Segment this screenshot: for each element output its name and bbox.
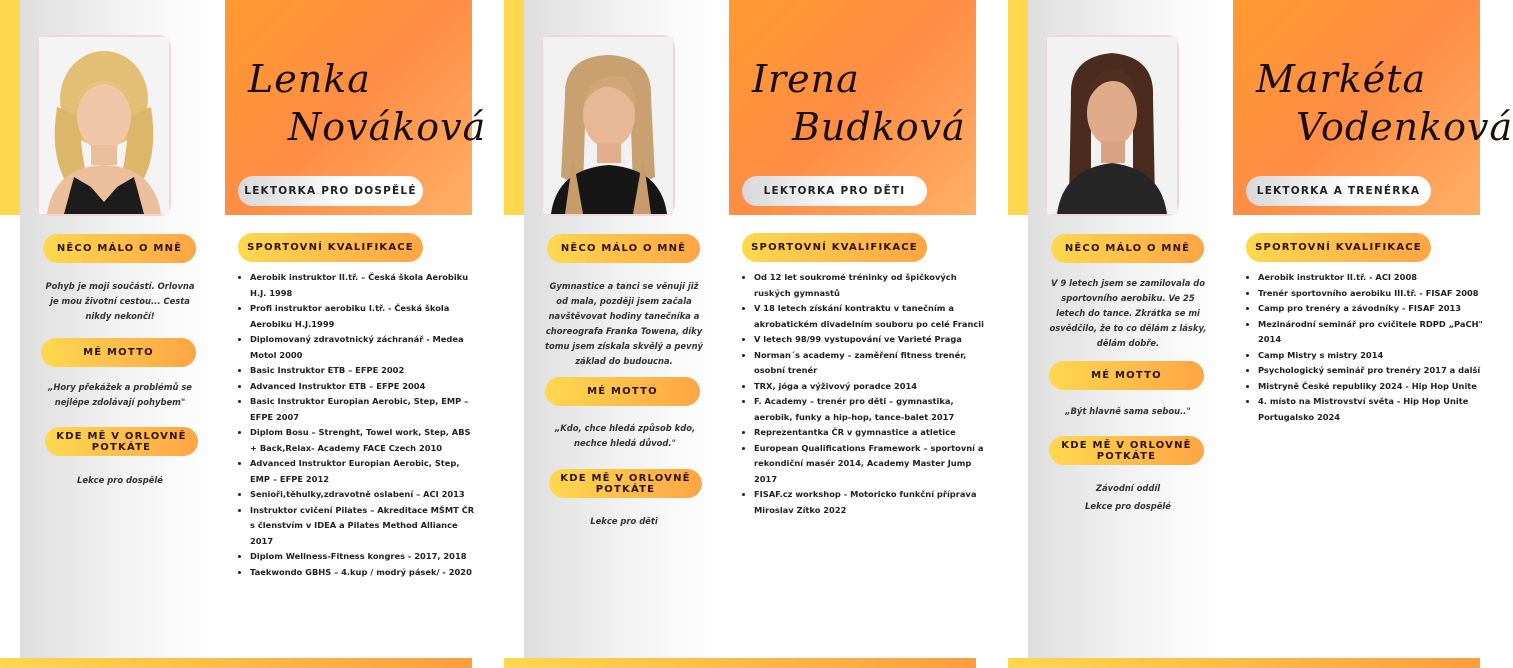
trainer-card-irena: [504, 0, 984, 668]
about-text: Gymnastice a tanci se věnuji již od mala, později jsem začala navštěvovat hodiny tanečníka a choreografa Franka Towena, díky tomu jsem získala skvělý a pevný základ do budoucna.: [545, 281, 703, 366]
qualification-item: • Mezinárodní seminář pro cvičitele RDPD „PaCH" 2014: [1258, 317, 1488, 348]
role-badge: LEKTORKA PRO DOSPĚLÉ: [238, 176, 423, 206]
qualification-heading: SPORTOVNÍ KVALIFIKACE: [742, 233, 927, 262]
qualification-item: • FISAF.cz workshop - Motoricko funkční příprava Miroslav Zítko 2022: [754, 487, 984, 518]
qualification-item: • Senioři,těhulky,zdravotně oslabení – ACI 2013: [250, 487, 480, 503]
motto-heading: MÉ MOTTO: [41, 338, 196, 367]
qualification-item: • F. Academy – trenér pro děti – gymnastika, aerobik, funky a hip-hop, tance-balet 2017: [754, 394, 984, 425]
qualification-item: • V 18 letech získání kontraktu v tanečním a akrobatickém divadelním souboru po celé Francii: [754, 301, 984, 332]
where-item: Lekce pro děti: [590, 516, 658, 526]
qualification-item: • 4. místo na Mistrovství světa - Hip Hop Unite Portugalsko 2024: [1258, 394, 1488, 425]
qualification-item: • Psychologický seminář pro trenéry 2017 a další: [1258, 363, 1488, 379]
where-item: Lekce pro dospělé: [1085, 501, 1171, 511]
qualification-heading: SPORTOVNÍ KVALIFIKACE: [1246, 233, 1431, 262]
accent-strip: [0, 0, 20, 215]
qualification-item: • TRX, jóga a výživový poradce 2014: [754, 379, 984, 395]
role-badge: LEKTORKA PRO DĚTI: [742, 176, 927, 206]
qualification-heading: SPORTOVNÍ KVALIFIKACE: [238, 233, 423, 262]
qualification-item: • Diplom Bosu – Strenght, Towel work, Step, ABS + Back,Relax- Academy FACE Czech 2010: [250, 425, 480, 456]
where-heading: KDE MĚ V ORLOVNĚ POTKÁTE: [45, 427, 198, 456]
trainer-name: Markéta Vodenková: [1256, 57, 1513, 149]
trainer-name: Irena Budková: [752, 57, 966, 149]
about-text: Pohyb je moji součástí. Orlovna je mou životní cestou... Cesta nikdy nekončí!: [45, 281, 195, 321]
about-heading: NĚCO MÁLO O MNĚ: [43, 234, 196, 263]
qualification-item: • Camp pro trenéry a závodníky - FISAF 2013: [1258, 301, 1488, 317]
trainer-card-marketa: [1008, 0, 1513, 668]
motto-heading: MÉ MOTTO: [1049, 361, 1204, 390]
where-heading: KDE MĚ V ORLOVNĚ POTKÁTE: [1049, 436, 1204, 465]
role-badge: LEKTORKA A TRENÉRKA: [1246, 176, 1431, 206]
about-text: V 9 letech jsem se zamilovala do sportovního aerobiku. Ve 25 letech do tance. Zkrátka se mi osvědčilo, že to co dělám z lásky, dělám dobře.: [1049, 278, 1207, 348]
qualification-list: [742, 270, 984, 518]
qualification-item: • Diplom Wellness-Fitness kongres - 2017, 2018: [250, 549, 480, 565]
bottom-bar: [1008, 658, 1480, 668]
where-item: Lekce pro dospělé: [77, 475, 163, 485]
qualification-item: • Instruktor cvičení Pilates – Akreditace MŠMT ČR s členstvím v IDEA a Pilates Method Alliance 2017: [250, 503, 480, 550]
qualification-item: • Aerobik instruktor II.tř. – Česká škola Aerobiku H.J. 1998: [250, 270, 480, 301]
qualification-item: • Advanced Instruktor ETB – EFPE 2004: [250, 379, 480, 395]
trainer-photo: [1045, 35, 1179, 216]
motto-heading: MÉ MOTTO: [545, 377, 700, 406]
qualification-item: • Basic Instruktor ETB – EFPE 2002: [250, 363, 480, 379]
trainer-card-lenka: [0, 0, 487, 668]
qualification-item: • Taekwondo GBHS – 4.kup / modrý pásek/ - 2020: [250, 565, 480, 581]
qualification-item: • Trenér sportovního aerobiku III.tř. - FISAF 2008: [1258, 286, 1488, 302]
qualification-item: • V letech 98/99 vystupování ve Varieté Praga: [754, 332, 984, 348]
bottom-bar: [504, 658, 976, 668]
qualification-item: • Advanced Instruktor Europian Aerobic, Step, EMP – EFPE 2012: [250, 456, 480, 487]
motto-text: „Být hlavně sama sebou..": [1065, 406, 1191, 416]
accent-strip: [504, 0, 524, 215]
qualification-item: • European Qualifications Framework – sportovní a rekondiční masér 2014, Academy Master Jump 2017: [754, 441, 984, 488]
qualification-item: • Camp Mistry s mistry 2014: [1258, 348, 1488, 364]
trainer-photo: [541, 35, 675, 216]
motto-text: „Hory překážek a problémů se nejlépe zdolávají pohybem": [48, 382, 192, 407]
qualification-item: • Profi instruktor aerobiku I.tř. - Česká škola Aerobiku H.J.1999: [250, 301, 480, 332]
qualification-item: • Od 12 let soukromé tréninky od špičkových ruských gymnastů: [754, 270, 984, 301]
qualification-item: • Norman´s academy – zaměření fitness trenér, osobní trenér: [754, 348, 984, 379]
qualification-item: • Diplomovaný zdravotnický záchranář - Medea Motol 2000: [250, 332, 480, 363]
motto-text: „Kdo, chce hledá způsob kdo, nechce hledá důvod.": [554, 423, 696, 448]
trainer-name: Lenka Nováková: [248, 57, 487, 149]
qualification-item: • Reprezentantka ČR v gymnastice a atletice: [754, 425, 984, 441]
accent-strip: [1008, 0, 1028, 215]
qualification-list: [1246, 270, 1488, 425]
qualification-item: • Aerobik instruktor II.tř. - ACI 2008: [1258, 270, 1488, 286]
about-heading: NĚCO MÁLO O MNĚ: [547, 234, 700, 263]
qualification-item: • Basic Instruktor Europian Aerobic, Step, EMP – EFPE 2007: [250, 394, 480, 425]
qualification-item: • Mistryně České republiky 2024 - Hip Hop Unite: [1258, 379, 1488, 395]
where-heading: KDE MĚ V ORLOVNĚ POTKÁTE: [549, 469, 702, 498]
trainer-photo: [37, 35, 171, 216]
bottom-bar: [0, 658, 472, 668]
about-heading: NĚCO MÁLO O MNĚ: [1051, 234, 1204, 263]
where-item: Závodní oddíl: [1095, 483, 1161, 493]
qualification-list: [238, 270, 480, 580]
